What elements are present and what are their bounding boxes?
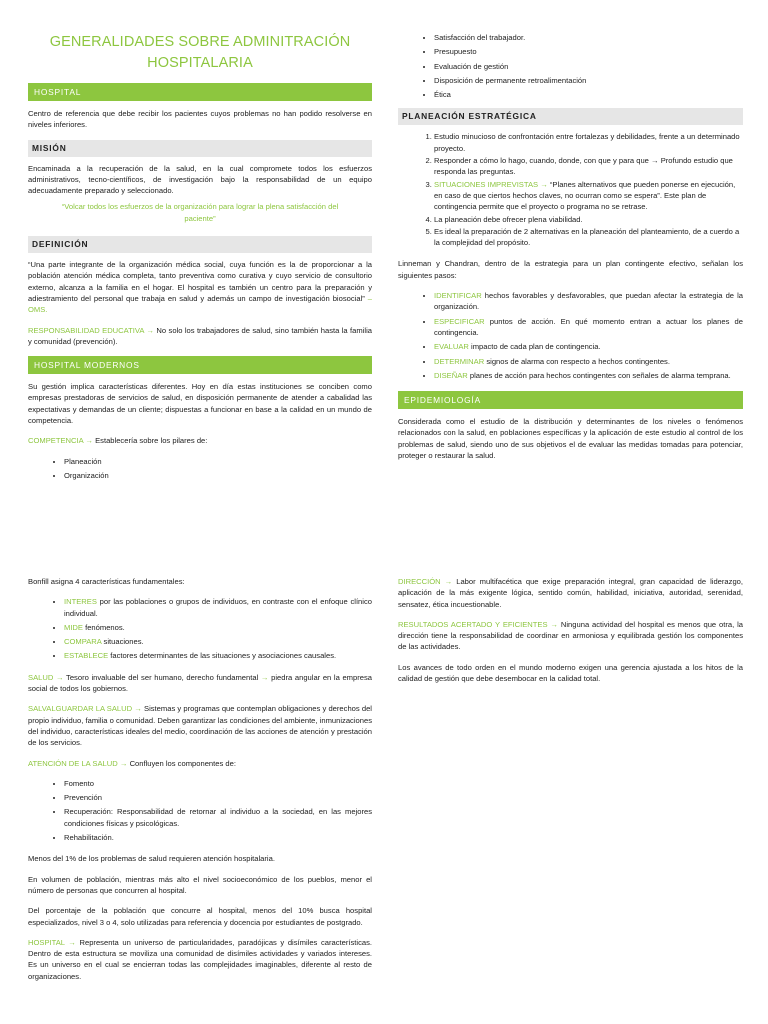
list-item: • Rehabilitación. [64, 832, 372, 843]
definicion-source: – OMS. [28, 293, 372, 315]
right-column-bottom [398, 576, 743, 693]
bonfill-text: fenómenos. [82, 622, 125, 632]
paso-text: impacto de cada plan de contingencia. [468, 342, 601, 352]
salvaguardar-text [28, 703, 372, 748]
paso-label: ESPECIFICAR [434, 316, 485, 326]
title-line-1: GENERALIDADES SOBRE ADMINITRACIÓN [49, 34, 351, 50]
page-bottom [0, 540, 768, 1024]
modernos-heading: HOSPITAL MODERNOS [28, 356, 372, 374]
direccion-label: DIRECCIÓN → [398, 577, 453, 586]
definicion-text [28, 259, 372, 315]
left-column-bottom [28, 576, 372, 982]
hospital2-body: Representa un universo de particularidades, paradójicas y disímiles características. Dentro de esta estructura se moviliza una comunidad de disímiles actividades y variados intereses. Es un universo en el cual se encierran todas las complejidades imaginables, diferente al resto de organizaciones. [28, 937, 373, 981]
list-item [434, 370, 743, 381]
situaciones-body: “Planes alternativos que pueden ponerse en ejecución, en caso de que ciertos hechos claves, no ocurran como se espera”. Este plan de contingencia permite que el proyecto o programa no se retrase. [434, 179, 736, 212]
definicion-body: “Una parte integrante de la organización médica social, cuya función es la de proporcionar a la población atención médica completa, tanto preventiva como curativa y cuyo servicio de consultorio externo, alcanza a la familia en el hogar. El hospital es también un centro para la preparación y adiestramiento del personal que trabaja en salud y además un campo de investigación biosocial” [28, 260, 372, 303]
salud-arrow: → [260, 672, 269, 682]
list-item [434, 356, 743, 367]
list-item [434, 179, 743, 213]
list-item: • Satisfacción del trabajador. [434, 32, 743, 43]
epidemiologia-text: Considerada como el estudio de la distribución y determinantes de los niveles o fenómenos relacionados con la salud, en poblaciones específicas y la aplicación de este estudio al control de los problemas de salud, siendo uno de sus objetivos el de evaluar las medidas tomadas para potenciar, proteger o restaurar la salud. [398, 417, 743, 461]
list-item: • Organización [64, 470, 372, 481]
planeacion-heading: PLANEACIÓN ESTRATÉGICA [398, 108, 743, 125]
bonfill-list [28, 596, 372, 661]
bonfill-text: situaciones. [101, 637, 144, 647]
list-item: 1. Estudio minucioso de confrontación entre fortalezas y debilidades, frente a un determinado proyecto. [434, 131, 743, 154]
salvaguardar-body: Sistemas y programas que contemplan obligaciones y derechos del propio individuo, familia o comunidad. Deben garantizar las condiciones del ambiente, inmunizaciones del individuo, características ideales del medio, coordinación de las acciones de atención y prestación de los servicios. [28, 704, 372, 748]
bonfill-label: INTERES [64, 597, 97, 607]
hospital-heading: HOSPITAL [28, 83, 372, 101]
salud-body-2: piedra angular en la empresa social de todos los gobiernos. [28, 672, 372, 694]
list-item: 2. Responder a cómo lo hago, cuando, donde, con que y para que → Profundo estudio que responda las preguntas. [434, 155, 743, 178]
direccion-text [398, 576, 743, 610]
list-item: 4. La planeación debe ofrecer plena viabilidad. [434, 214, 743, 225]
paso-text: puntos de acción. En qué momento entran a actuar los planes de contingencia. [434, 316, 743, 337]
competencia-body: Establecería sobre los pilares de: [92, 436, 208, 446]
situaciones-label: SITUACIONES IMPREVISTAS → [434, 179, 548, 189]
list-item [434, 341, 743, 352]
paso-text: hechos favorables y desfavorables, que puedan afectar la estrategia de la organización. [434, 291, 743, 312]
bonfill-text: factores determinantes de las situaciones y asociaciones causales. [108, 651, 337, 661]
list-item [434, 290, 743, 313]
responsabilidad-body: No solo los trabajadores de salud, sino también hasta la familia y comunidad (prevención). [28, 325, 372, 346]
list-item [64, 596, 372, 619]
paso-text: planes de acción para hechos contingentes con señales de alarma temprana. [467, 370, 731, 380]
list-item: • Evaluación de gestión [434, 61, 743, 72]
continued-list [398, 32, 743, 100]
list-item: • Fomento [64, 778, 372, 789]
paso-label: EVALUAR [434, 342, 469, 352]
salud-label: SALUD → [28, 672, 64, 682]
paso-label: DISEÑAR [434, 370, 468, 380]
pillars-list [28, 456, 372, 482]
title-line-2: HOSPITALARIA [147, 55, 253, 71]
list-item [64, 650, 372, 661]
avances-text: Los avances de todo orden en el mundo moderno exigen una gerencia ajustada a los hitos de la calidad de gestión que debe desembocar en la calidad total. [398, 662, 743, 684]
volumen-text: En volumen de población, mientras más alto el nivel socioeconómico de los pueblos, menor el número de personas que concurren al hospital. [28, 874, 372, 895]
hospital2-label: HOSPITAL → [28, 937, 76, 947]
atencion-label: ATENCIÓN DE LA SALUD → [28, 758, 128, 768]
list-item: • Disposición de permanente retroalimentación [434, 75, 743, 86]
hospital-text: Centro de referencia que debe recibir los pacientes cuyos problemas no han podido resolverse en niveles inferiores. [28, 109, 372, 130]
definicion-heading: DEFINICIÓN [28, 236, 372, 253]
salud-body-1: Tesoro invaluable del ser humano, derecho fundamental [63, 672, 261, 682]
resultados-body: Ninguna actividad del hospital es menos que otra, la dirección tiene la responsabilidad de coordinar en armoniosa y equilibrada gestión los componentes de las actividades. [398, 619, 743, 652]
list-item [64, 622, 372, 633]
atencion-text [28, 758, 372, 769]
modernos-text: Su gestión implica características diferentes. Hoy en día estas instituciones se conciben como empresas prestadoras de servicios de salud, en disposición permanente de atender a cabalidad las expectativas y demandas de un cliente; dispuestas a funcionar en base a la calidad en un mundo de competencia. [28, 382, 372, 426]
bonfill-intro: Bonfill asigna 4 características fundamentales: [28, 577, 185, 586]
resultados-label: RESULTADOS ACERTADO Y EFICIENTES → [398, 619, 559, 629]
direccion-body: Labor multifacética que exige preparación integral, gran capacidad de liderazgo, aplicación de la más exigente lógica, sentido común, habilidad, iniciativa, autoridad, serenidad, sensatez, ética incuestionable. [398, 577, 743, 609]
linneman-text: Linneman y Chandran, dentro de la estrategia para un plan contingente efectivo, señalan los siguientes pasos: [398, 259, 743, 280]
right-column-top [398, 32, 743, 461]
list-item: 5. Es ideal la preparación de 2 alternativas en la planeación del planteamiento, de a cuerdo a la complejidad del propósito. [434, 226, 743, 249]
menos-text: Menos del 1% de los problemas de salud requieren atención hospitalaria. [28, 854, 275, 864]
paso-label: DETERMINAR [434, 356, 485, 366]
resultados-text [398, 619, 743, 653]
planeacion-steps [398, 131, 743, 248]
atencion-list [28, 778, 372, 843]
epidemiologia-heading: EPIDEMIOLOGÍA [398, 391, 743, 409]
mision-text: Encaminada a la recuperación de la salud, en la cual compromete todos los esfuerzos administrativos, tecno-científicos, de investigación bajo la responsabilidad de un equipo adecuadamente preparado y seleccionado. [28, 163, 372, 196]
list-item [434, 316, 743, 339]
mision-quote: “Volcar todos los esfuerzos de la organización para lograr la plena satisfacción del paciente” [61, 202, 339, 223]
paso-label: IDENTIFICAR [434, 291, 482, 301]
porcentaje-text: Del porcentaje de la población que concurre al hospital, menos del 10% busca hospital especializados, nivel 3 o 4, solo utilizadas para referencia y docencia por estudiantes de postgrado. [28, 906, 372, 927]
bonfill-label: ESTABLECE [64, 651, 109, 661]
list-item: • Planeación [64, 456, 372, 467]
bonfill-label: MIDE [64, 622, 83, 632]
list-item: • Presupuesto [434, 46, 743, 57]
bonfill-text: por las poblaciones o grupos de individuos, en contraste con el enfoque clínico individual. [64, 597, 372, 618]
salvaguardar-label: SALVALGUARDAR LA SALUD → [28, 704, 142, 714]
competencia-text [28, 435, 372, 446]
list-item: • Recuperación: Responsabilidad de retornar al individuo a la sociedad, en las mejores condiciones físicas y psicológicas. [64, 806, 372, 829]
bonfill-label: COMPARA [64, 637, 102, 647]
competencia-label: COMPETENCIA → [28, 436, 93, 446]
left-column-top [28, 0, 372, 491]
salud-text [28, 672, 372, 695]
hospital2-text [28, 937, 372, 982]
responsabilidad-text [28, 325, 372, 348]
list-item [64, 636, 372, 647]
responsabilidad-label: RESPONSABILIDAD EDUCATIVA → [28, 325, 155, 335]
atencion-body: Confluyen los componentes de: [127, 758, 236, 768]
paso-text: signos de alarma con respecto a hechos contingentes. [484, 356, 670, 366]
document-title [28, 32, 372, 74]
list-item: • Prevención [64, 792, 372, 803]
list-item: • Ética [434, 89, 743, 100]
mision-heading: MISIÓN [28, 140, 372, 157]
pasos-list [398, 290, 743, 381]
